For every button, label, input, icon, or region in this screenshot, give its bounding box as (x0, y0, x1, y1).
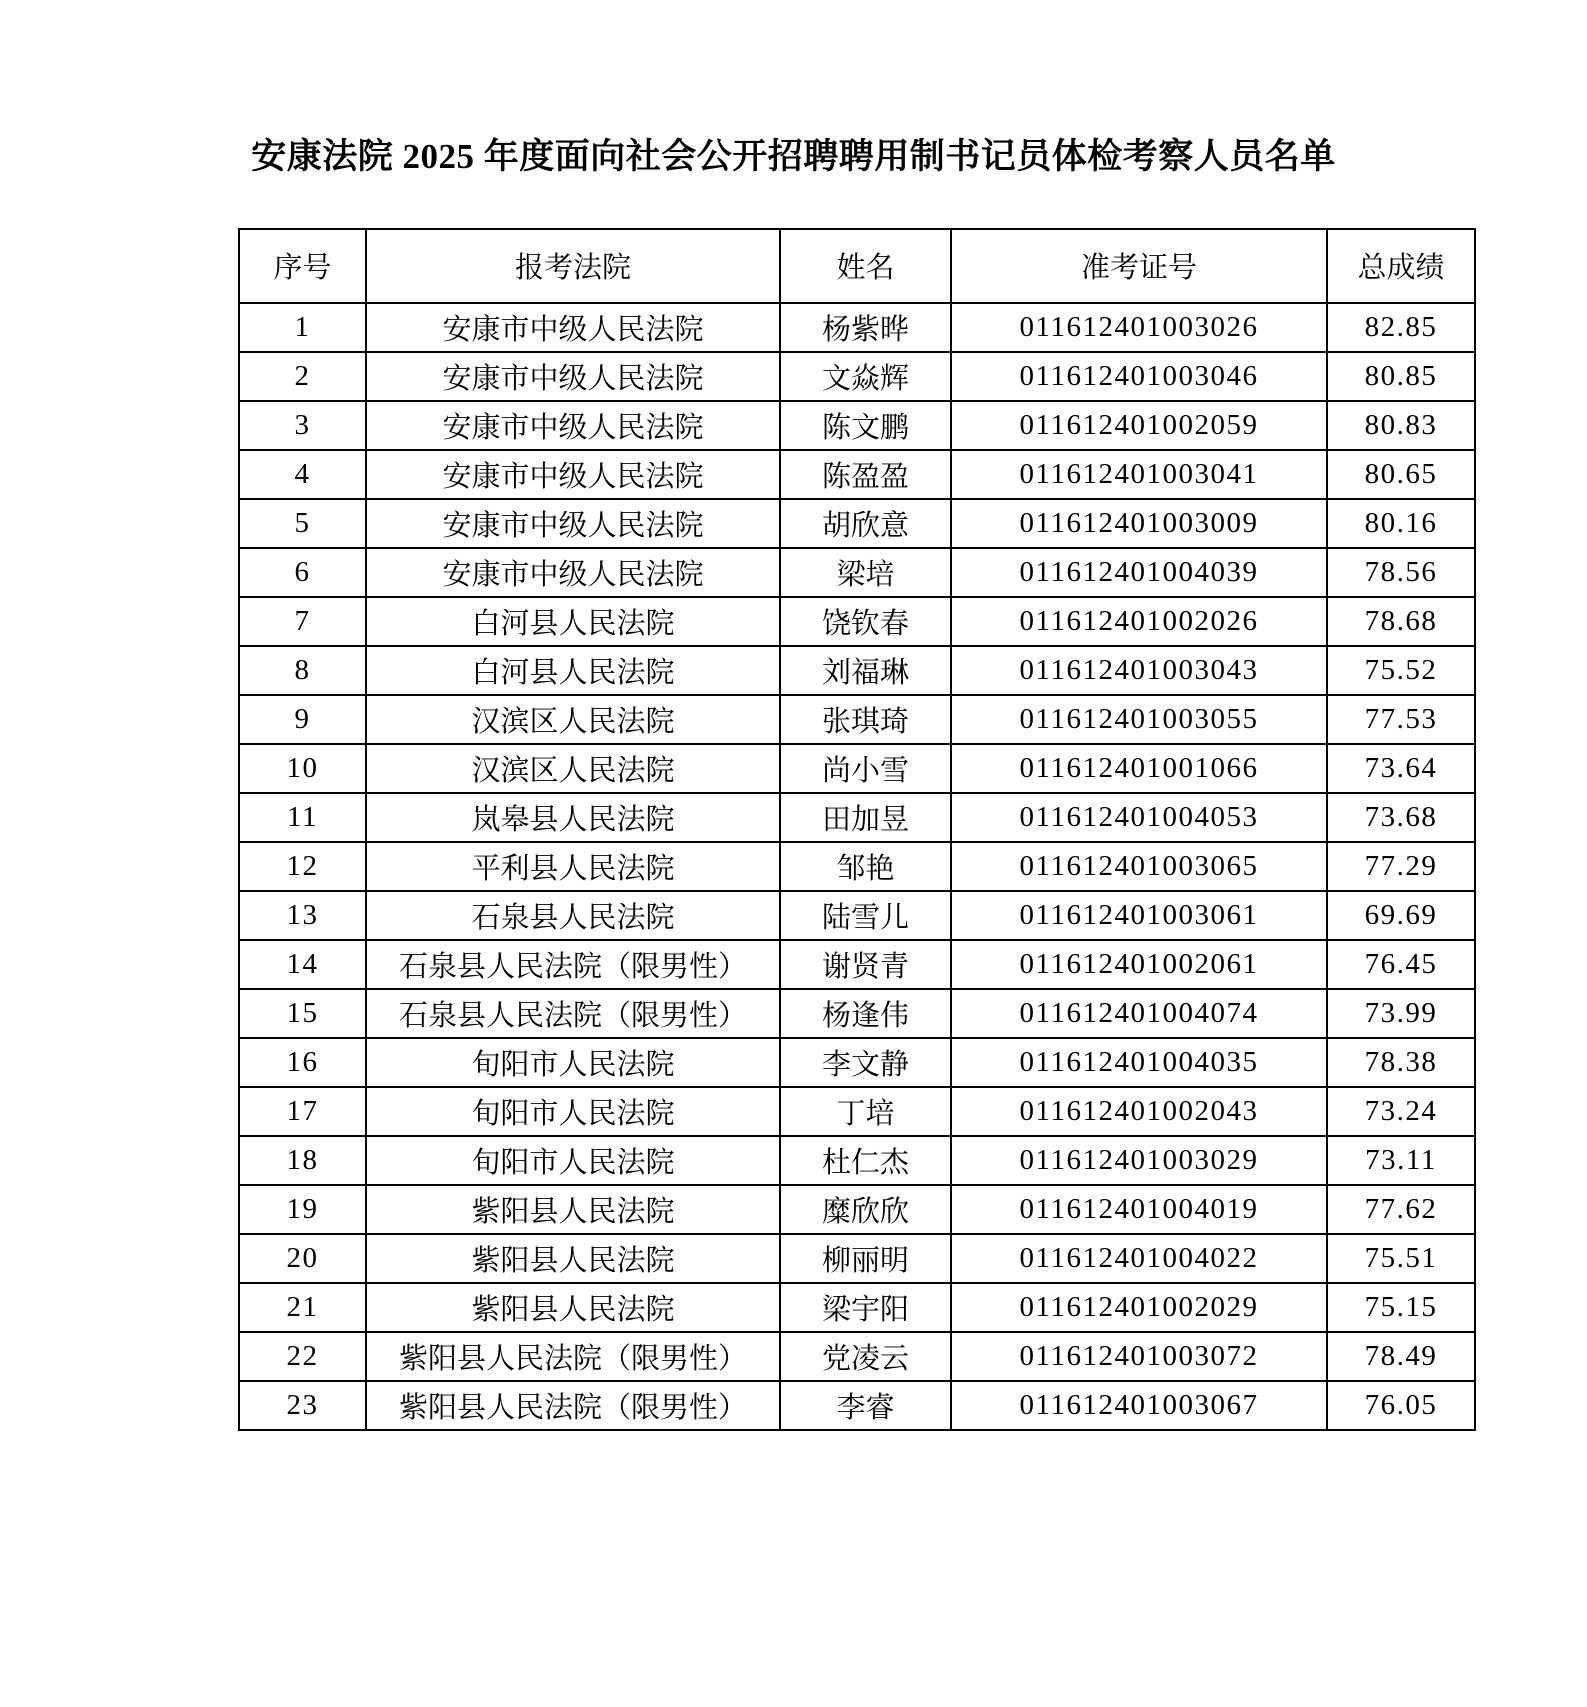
cell-seq: 18 (239, 1136, 366, 1185)
cell-court: 旬阳市人民法院 (366, 1136, 780, 1185)
cell-name: 杨逢伟 (780, 989, 951, 1038)
cell-seq: 15 (239, 989, 366, 1038)
cell-seq: 20 (239, 1234, 366, 1283)
cell-ticket: 011612401004074 (951, 989, 1327, 1038)
cell-score: 75.52 (1327, 646, 1475, 695)
cell-ticket: 011612401003055 (951, 695, 1327, 744)
cell-ticket: 011612401002043 (951, 1087, 1327, 1136)
cell-score: 80.16 (1327, 499, 1475, 548)
cell-name: 丁培 (780, 1087, 951, 1136)
cell-score: 73.68 (1327, 793, 1475, 842)
cell-score: 77.29 (1327, 842, 1475, 891)
cell-score: 78.68 (1327, 597, 1475, 646)
table-row (239, 1381, 1475, 1430)
cell-court: 紫阳县人民法院（限男性） (366, 1332, 780, 1381)
cell-score: 77.62 (1327, 1185, 1475, 1234)
cell-name: 谢贤青 (780, 940, 951, 989)
cell-ticket: 011612401003061 (951, 891, 1327, 940)
table-row (239, 548, 1475, 597)
table-row (239, 793, 1475, 842)
cell-score: 75.15 (1327, 1283, 1475, 1332)
cell-court: 安康市中级人民法院 (366, 499, 780, 548)
table-row (239, 842, 1475, 891)
cell-name: 胡欣意 (780, 499, 951, 548)
cell-score: 80.65 (1327, 450, 1475, 499)
table-row (239, 1136, 1475, 1185)
cell-ticket: 011612401001066 (951, 744, 1327, 793)
table-row (239, 401, 1475, 450)
cell-ticket: 011612401004053 (951, 793, 1327, 842)
cell-court: 石泉县人民法院（限男性） (366, 989, 780, 1038)
cell-score: 76.45 (1327, 940, 1475, 989)
cell-name: 梁宇阳 (780, 1283, 951, 1332)
cell-score: 73.11 (1327, 1136, 1475, 1185)
cell-court: 旬阳市人民法院 (366, 1087, 780, 1136)
cell-seq: 22 (239, 1332, 366, 1381)
cell-name: 陈盈盈 (780, 450, 951, 499)
cell-court: 紫阳县人民法院 (366, 1283, 780, 1332)
cell-seq: 9 (239, 695, 366, 744)
cell-name: 糜欣欣 (780, 1185, 951, 1234)
cell-seq: 13 (239, 891, 366, 940)
cell-seq: 19 (239, 1185, 366, 1234)
cell-court: 安康市中级人民法院 (366, 450, 780, 499)
cell-court: 白河县人民法院 (366, 597, 780, 646)
cell-seq: 16 (239, 1038, 366, 1087)
table-row (239, 646, 1475, 695)
header-seq: 序号 (239, 229, 366, 303)
cell-ticket: 011612401004019 (951, 1185, 1327, 1234)
cell-ticket: 011612401003043 (951, 646, 1327, 695)
cell-ticket: 011612401003041 (951, 450, 1327, 499)
cell-ticket: 011612401002026 (951, 597, 1327, 646)
cell-court: 汉滨区人民法院 (366, 744, 780, 793)
page-title: 安康法院 2025 年度面向社会公开招聘聘用制书记员体检考察人员名单 (251, 137, 1336, 176)
table-row (239, 940, 1475, 989)
cell-name: 梁培 (780, 548, 951, 597)
cell-seq: 1 (239, 303, 366, 352)
table-row (239, 1185, 1475, 1234)
cell-score: 78.49 (1327, 1332, 1475, 1381)
cell-ticket: 011612401004035 (951, 1038, 1327, 1087)
cell-name: 刘福琳 (780, 646, 951, 695)
cell-court: 紫阳县人民法院 (366, 1185, 780, 1234)
table-row (239, 1087, 1475, 1136)
table-row (239, 1283, 1475, 1332)
header-name: 姓名 (780, 229, 951, 303)
cell-court: 石泉县人民法院 (366, 891, 780, 940)
cell-seq: 2 (239, 352, 366, 401)
table-row (239, 597, 1475, 646)
cell-ticket: 011612401003029 (951, 1136, 1327, 1185)
cell-ticket: 011612401003072 (951, 1332, 1327, 1381)
table-row (239, 1234, 1475, 1283)
header-score: 总成绩 (1327, 229, 1475, 303)
cell-name: 文焱辉 (780, 352, 951, 401)
table-row (239, 352, 1475, 401)
cell-court: 白河县人民法院 (366, 646, 780, 695)
roster-table (238, 228, 1476, 1431)
cell-score: 78.56 (1327, 548, 1475, 597)
cell-court: 安康市中级人民法院 (366, 548, 780, 597)
table-row (239, 891, 1475, 940)
cell-court: 旬阳市人民法院 (366, 1038, 780, 1087)
header-ticket: 准考证号 (951, 229, 1327, 303)
cell-ticket: 011612401002059 (951, 401, 1327, 450)
cell-court: 石泉县人民法院（限男性） (366, 940, 780, 989)
header-row (239, 229, 1475, 303)
cell-ticket: 011612401002061 (951, 940, 1327, 989)
cell-court: 汉滨区人民法院 (366, 695, 780, 744)
cell-ticket: 011612401002029 (951, 1283, 1327, 1332)
cell-ticket: 011612401004039 (951, 548, 1327, 597)
cell-name: 张琪琦 (780, 695, 951, 744)
cell-seq: 4 (239, 450, 366, 499)
cell-score: 69.69 (1327, 891, 1475, 940)
cell-seq: 10 (239, 744, 366, 793)
table-row (239, 989, 1475, 1038)
cell-name: 饶钦春 (780, 597, 951, 646)
cell-score: 76.05 (1327, 1381, 1475, 1430)
table-row (239, 303, 1475, 352)
cell-court: 安康市中级人民法院 (366, 352, 780, 401)
cell-seq: 23 (239, 1381, 366, 1430)
cell-score: 80.85 (1327, 352, 1475, 401)
cell-seq: 7 (239, 597, 366, 646)
cell-seq: 11 (239, 793, 366, 842)
cell-seq: 21 (239, 1283, 366, 1332)
cell-seq: 17 (239, 1087, 366, 1136)
cell-name: 党凌云 (780, 1332, 951, 1381)
cell-ticket: 011612401003046 (951, 352, 1327, 401)
cell-name: 田加昱 (780, 793, 951, 842)
cell-name: 杜仁杰 (780, 1136, 951, 1185)
cell-score: 78.38 (1327, 1038, 1475, 1087)
table-row (239, 695, 1475, 744)
cell-ticket: 011612401004022 (951, 1234, 1327, 1283)
cell-name: 邹艳 (780, 842, 951, 891)
cell-name: 杨紫晔 (780, 303, 951, 352)
table-row (239, 1038, 1475, 1087)
cell-name: 尚小雪 (780, 744, 951, 793)
cell-court: 安康市中级人民法院 (366, 303, 780, 352)
cell-seq: 12 (239, 842, 366, 891)
cell-court: 安康市中级人民法院 (366, 401, 780, 450)
cell-score: 73.24 (1327, 1087, 1475, 1136)
cell-seq: 3 (239, 401, 366, 450)
cell-court: 紫阳县人民法院（限男性） (366, 1381, 780, 1430)
table-row (239, 744, 1475, 793)
cell-seq: 5 (239, 499, 366, 548)
cell-score: 75.51 (1327, 1234, 1475, 1283)
cell-name: 陆雪儿 (780, 891, 951, 940)
cell-name: 陈文鹏 (780, 401, 951, 450)
table-row (239, 450, 1475, 499)
cell-score: 73.64 (1327, 744, 1475, 793)
cell-ticket: 011612401003067 (951, 1381, 1327, 1430)
table-body (239, 303, 1475, 1430)
cell-court: 紫阳县人民法院 (366, 1234, 780, 1283)
cell-seq: 8 (239, 646, 366, 695)
cell-ticket: 011612401003026 (951, 303, 1327, 352)
cell-name: 李睿 (780, 1381, 951, 1430)
table-row (239, 1332, 1475, 1381)
table-row (239, 499, 1475, 548)
cell-score: 82.85 (1327, 303, 1475, 352)
cell-seq: 6 (239, 548, 366, 597)
cell-court: 岚皋县人民法院 (366, 793, 780, 842)
cell-ticket: 011612401003065 (951, 842, 1327, 891)
header-court: 报考法院 (366, 229, 780, 303)
cell-court: 平利县人民法院 (366, 842, 780, 891)
cell-score: 77.53 (1327, 695, 1475, 744)
cell-score: 80.83 (1327, 401, 1475, 450)
cell-name: 李文静 (780, 1038, 951, 1087)
cell-score: 73.99 (1327, 989, 1475, 1038)
cell-name: 柳丽明 (780, 1234, 951, 1283)
cell-ticket: 011612401003009 (951, 499, 1327, 548)
cell-seq: 14 (239, 940, 366, 989)
